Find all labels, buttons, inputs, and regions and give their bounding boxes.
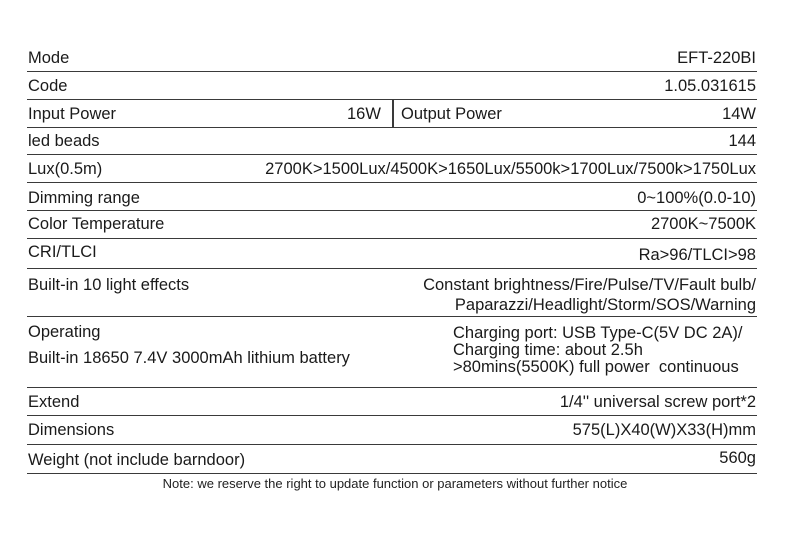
light-effects-value	[423, 275, 756, 315]
cri-value: Ra>96/TLCI>98	[638, 246, 756, 264]
light-effects-label: Built-in 10 light effects	[28, 276, 190, 294]
row-lux	[27, 155, 757, 183]
output-power-value: 14W	[722, 105, 756, 123]
charging-line-2: Charging time: about 2.5h	[453, 341, 643, 359]
light-effects-line-1: Constant brightness/Fire/Pulse/TV/Fault bulb/	[423, 276, 756, 294]
light-effects-line-2: Paparazzi/Headlight/Storm/SOS/Warning	[454, 296, 756, 314]
input-power-label: Input Power	[28, 105, 117, 123]
spec-table	[27, 44, 757, 474]
row-mode	[27, 44, 757, 72]
column-divider	[392, 100, 394, 127]
weight-label: Weight (not include barndoor)	[28, 451, 246, 469]
code-value: 1.05.031615	[664, 77, 756, 95]
row-operating	[27, 317, 757, 388]
row-led-beads	[27, 128, 757, 155]
row-light-effects	[27, 269, 757, 317]
lux-value: 2700K>1500Lux/4500K>1650Lux/5500k>1700Lux/7500k>1750Lux	[265, 160, 756, 178]
charging-line-3: >80mins(5500K) full power continuous	[453, 358, 739, 376]
row-color-temperature	[27, 211, 757, 239]
row-power	[27, 100, 757, 128]
dimming-value: 0~100%(0.0-10)	[637, 189, 756, 207]
row-dimming	[27, 183, 757, 211]
dimming-label: Dimming range	[28, 189, 140, 207]
output-power-label: Output Power	[401, 105, 502, 123]
charging-info	[453, 325, 742, 376]
row-weight	[27, 445, 757, 474]
extend-value: 1/4'' universal screw port*2	[559, 393, 756, 411]
extend-label: Extend	[28, 393, 80, 411]
mode-value: EFT-220BI	[677, 49, 756, 67]
weight-value: 560g	[719, 449, 756, 467]
led-beads-label: led beads	[28, 132, 100, 150]
lux-label: Lux(0.5m)	[28, 160, 103, 178]
row-extend	[27, 388, 757, 416]
operating-label: Operating	[28, 323, 101, 341]
battery-text: Built-in 18650 7.4V 3000mAh lithium battery	[28, 349, 350, 367]
color-temperature-label: Color Temperature	[28, 215, 165, 233]
led-beads-value: 144	[728, 132, 756, 150]
code-label: Code	[28, 77, 68, 95]
input-power-value: 16W	[347, 105, 381, 123]
footnote: Note: we reserve the right to update function or parameters without further notice	[162, 476, 628, 491]
mode-label: Mode	[28, 49, 70, 67]
color-temperature-value: 2700K~7500K	[650, 215, 756, 233]
row-cri	[27, 239, 757, 269]
row-code	[27, 72, 757, 100]
row-dimensions	[27, 416, 757, 445]
dimensions-value: 575(L)X40(W)X33(H)mm	[572, 421, 756, 439]
charging-line-1: Charging port: USB Type-C(5V DC 2A)/	[453, 324, 743, 342]
dimensions-label: Dimensions	[28, 421, 115, 439]
cri-label: CRI/TLCI	[28, 243, 97, 261]
